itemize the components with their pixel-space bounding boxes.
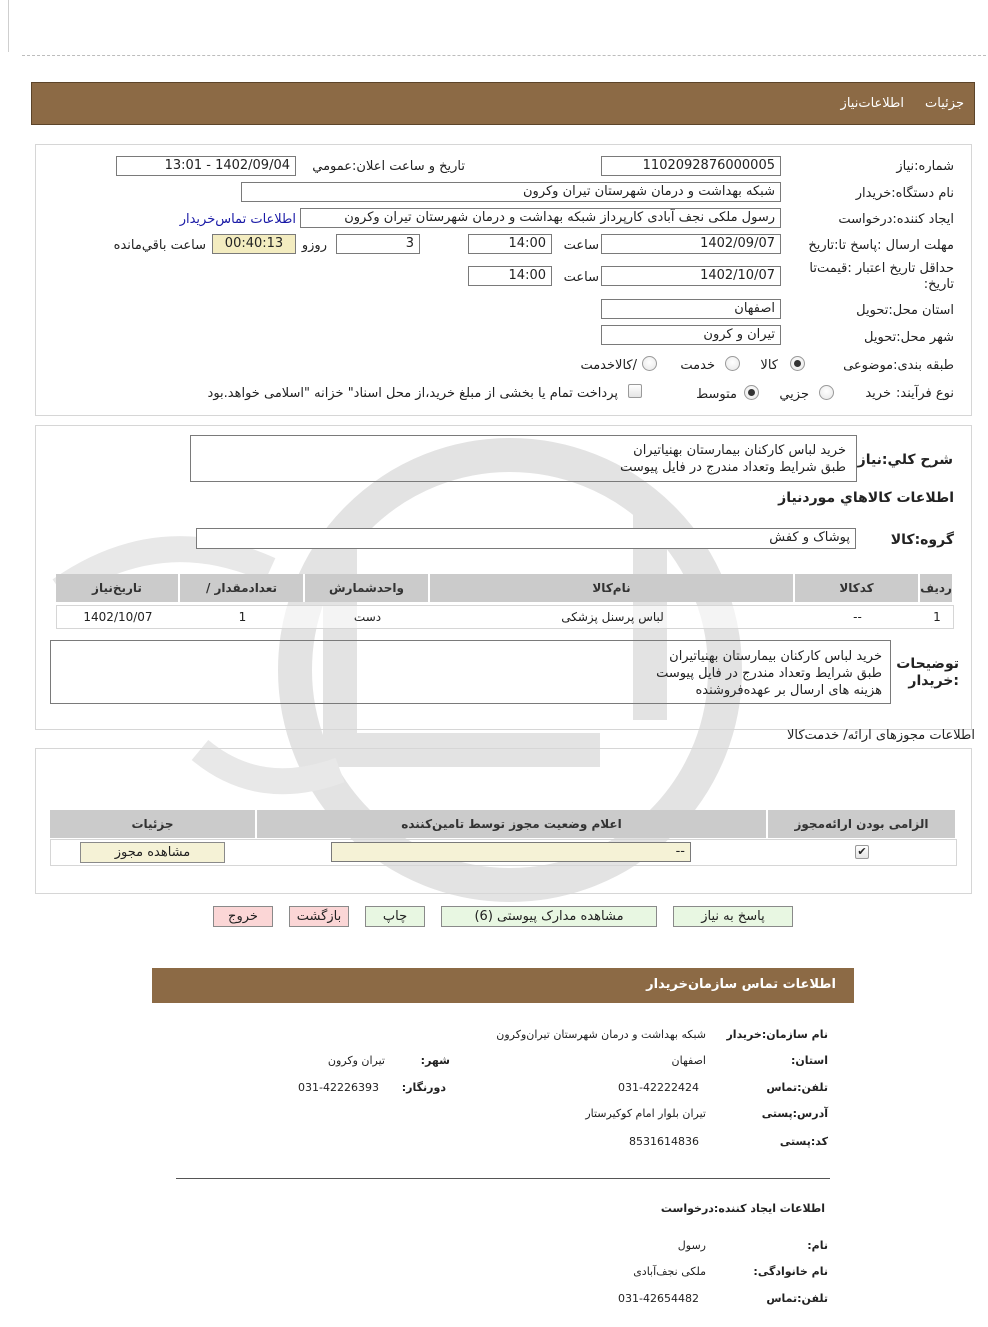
permits-title: اطلاعات مجوزهای ارائه/ خدمت‌کالا [786,728,975,743]
category-goods-label: کالا [760,358,778,373]
permit-status-field: -- [331,842,691,862]
need-number-field: 1102092876000005 [601,156,781,176]
goods-info-title: اطلاعات کالاهاي موردنياز [778,490,954,506]
left-edge [8,0,9,52]
category-goods-radio[interactable] [790,356,805,371]
process-label: نوع فرآيند: [896,386,954,401]
requester-info-title: اطلاعات ايجاد کننده:درخواست [660,1202,825,1215]
requester-family-label: نام خانوادگی: [753,1265,828,1278]
process-purchase-label: خريد [865,386,891,401]
summary-textbox [190,435,857,482]
contact-phone-label: تلفن:تماس [766,1081,828,1094]
group-field: پوشاک و کفش [196,528,856,549]
deadline-date-field: 1402/09/07 [601,234,781,254]
contact-fax-label: دورنگار: [401,1081,446,1094]
city-field: تیران و کرون [601,325,781,345]
cell-date: 1402/10/07 [83,610,153,624]
contact-province-value: اصفهان [671,1054,706,1067]
tab-need-info[interactable]: اطلاعات‌نياز [840,96,904,111]
print-button[interactable]: چاپ [365,906,425,927]
tab-details[interactable]: جزئيات [925,96,964,111]
treasury-payment-text: پرداخت تمام يا بخشی از مبلغ خريد،از محل اسناد" خزانه "اسلامی خواهد.بود [207,386,618,401]
validity-date-field: 1402/10/07 [601,266,781,286]
buyer-notes-line-1: خرید لباس کارکنان بیمارستان بهنیاتیران [669,649,882,664]
buyer-notes-line-3: هزینه های ارسال بر عهده‌فروشنده [695,683,882,698]
requester-phone-label: تلفن:تماس [766,1292,828,1305]
process-medium-radio[interactable] [744,385,759,400]
deadline-time-field: 14:00 [468,234,552,254]
contact-title: اطلاعات تماس سازمان‌خريدار [646,977,836,992]
col-header-name: نام‌کالا [430,574,795,602]
buyer-org-field: شبکه بهداشت و درمان شهرستان تیران وکرون [241,182,781,202]
province-label: استان محل:تحويل [856,303,954,318]
exit-button[interactable]: خروج [213,906,273,927]
contact-address-label: آدرس:پستی [761,1107,828,1120]
contact-postal-label: کد:پستی [779,1135,828,1148]
cell-row: 1 [933,610,941,624]
validity-time-field: 14:00 [468,266,552,286]
permit-header-required: الزامی بودن ارائه‌مجوز [768,810,957,838]
cell-unit: دست [353,610,382,624]
contact-org-value: شبکه بهداشت و درمان شهرستان تیران‌وکرون [496,1028,706,1041]
validity-label: حداقل تاريخ اعتبار :قيمت‌تا تاريخ: [809,261,954,292]
col-header-qty: / تعدادمقدار [180,574,305,602]
remaining-label: ساعت باقي‌مانده [113,238,206,253]
contact-address-value: تیران بلوار امام کوکیرستار [585,1107,706,1120]
view-permit-button[interactable]: مشاهده مجوز [80,842,225,863]
group-label: گروه:کالا [890,532,954,548]
contact-header [152,968,854,1003]
col-header-date: تاريخ‌نياز [56,574,180,602]
permit-required-checkbox: ✔ [855,845,869,859]
requester-name-label: نام: [807,1239,828,1252]
announce-label: تاريخ و ساعت اعلان:عمومي [312,159,465,174]
contact-org-label: نام سازمان:خريدار [726,1028,828,1041]
view-documents-button[interactable]: مشاهده مدارک پيوستی (6) [441,906,657,927]
process-minor-label: جزيي [779,387,809,402]
permit-header-details: جزئيات [50,810,257,838]
contact-city-value: تیران وکرون [327,1054,385,1067]
summary-label: شرح کلي:نياز [857,452,953,468]
process-medium-label: متوسط [696,387,737,402]
validity-time-label: ساعت [563,270,599,285]
col-header-unit: واحدشمارش [305,574,430,602]
permit-header-status: اعلام وضعيت مجوز توسط تامين‌کننده [257,810,768,838]
category-service-radio[interactable] [725,356,740,371]
col-header-code: کدکالا [795,574,920,602]
announce-field: 1402/09/04 - 13:01 [116,156,296,176]
back-button[interactable]: بازگشت [289,906,349,927]
contact-province-label: استان: [791,1054,828,1067]
top-separator [22,55,986,56]
cell-code: -- [853,610,862,624]
buyer-contact-link[interactable]: اطلاعات تماس‌خريدار [179,212,296,227]
buyer-notes-textbox [50,640,891,704]
contact-phone-value: 031-42222424 [618,1081,699,1094]
requester-name-value: رسول [677,1239,706,1252]
col-header-row: رديف [920,574,954,602]
deadline-label: مهلت ارسال :پاسخ تا:تاريخ [808,238,954,253]
summary-line-1: خرید لباس کارکنان بیمارستان بهنیاتیران [633,443,846,458]
buyer-notes-label: توضيحات :خريدار [896,656,959,689]
category-both-label: /کالاخدمت [580,358,637,373]
requester-label: ايجاد کننده:درخواست [838,212,954,227]
requester-field: رسول ملکی نجف آبادی کارپرداز شبکه بهداشت و درمان شهرستان تیران وکرون [300,208,781,228]
cell-qty: 1 [238,610,247,624]
contact-divider [176,1178,830,1179]
days-label: روزو [301,238,327,253]
category-label: طبقه بندی:موضوعی [843,358,954,373]
contact-fax-value: 031-42226393 [298,1081,379,1094]
contact-city-label: شهر: [420,1054,450,1067]
category-service-label: خدمت [680,358,715,373]
remaining-time-field: 00:40:13 [212,234,296,254]
category-both-radio[interactable] [642,356,657,371]
treasury-payment-checkbox[interactable] [628,384,642,398]
header-bar [31,82,975,125]
need-number-label: شماره:نياز [896,159,954,174]
requester-family-value: ملکی نجف‌آبادی [633,1265,706,1278]
reply-button[interactable]: پاسخ به نياز [673,906,793,927]
deadline-time-label: ساعت [563,238,599,253]
summary-line-2: طبق شرایط وتعداد مندرج در فایل پیوست [620,460,846,475]
days-field: 3 [336,234,420,254]
process-minor-radio[interactable] [819,385,834,400]
cell-name: لباس پرسنل پزشکی [561,610,664,624]
requester-phone-value: 031-42654482 [618,1292,699,1305]
contact-postal-value: 8531614836 [629,1135,699,1148]
buyer-org-label: نام دستگاه:خريدار [855,186,954,201]
buyer-notes-line-2: طبق شرایط وتعداد مندرج در فایل پیوست [656,666,882,681]
city-label: شهر محل:تحويل [864,330,954,345]
province-field: اصفهان [601,299,781,319]
